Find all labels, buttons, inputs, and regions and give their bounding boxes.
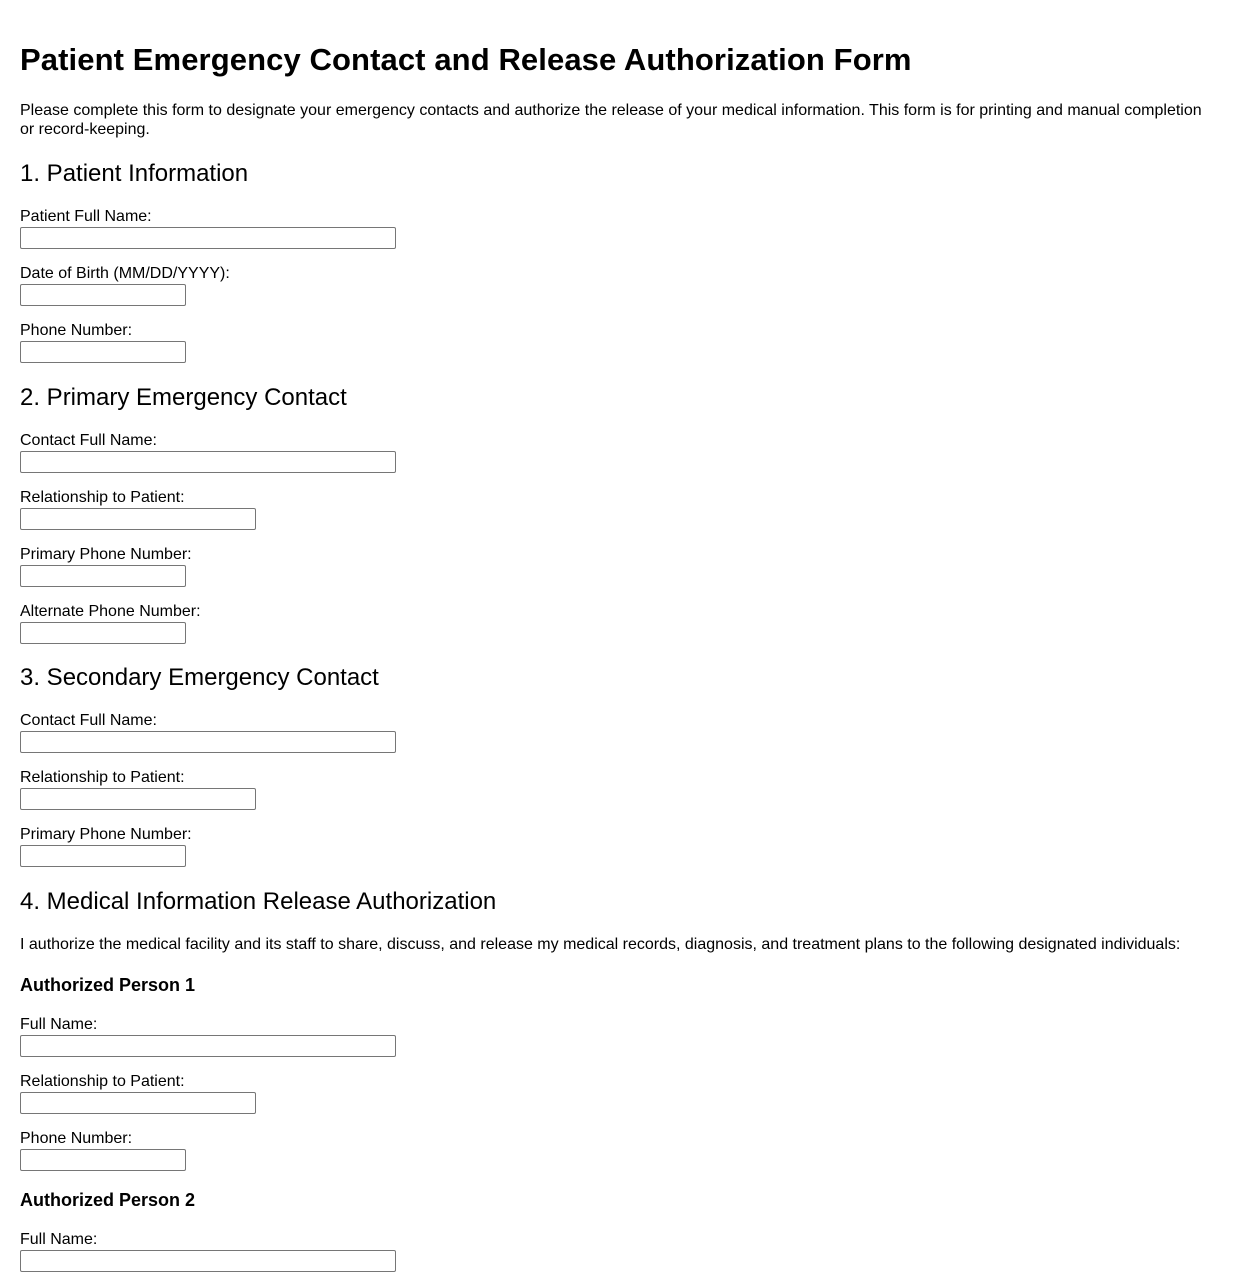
patient-full-name-label: Patient Full Name: [20, 208, 152, 225]
secondary-contact-primary-phone-input[interactable] [20, 845, 186, 867]
authorized-person-2-full-name-input[interactable] [20, 1250, 396, 1272]
primary-contact-alternate-phone-input[interactable] [20, 622, 186, 644]
authorized-person-1-relationship-input[interactable] [20, 1092, 256, 1114]
secondary-contact-relationship-input[interactable] [20, 788, 256, 810]
form-title: Patient Emergency Contact and Release Authorization Form [20, 42, 912, 77]
primary-contact-primary-phone-label: Primary Phone Number: [20, 546, 192, 563]
patient-dob-label: Date of Birth (MM/DD/YYYY): [20, 265, 230, 282]
primary-contact-primary-phone-input[interactable] [20, 565, 186, 587]
patient-phone-label: Phone Number: [20, 322, 133, 339]
authorized-person-1-heading: Authorized Person 1 [20, 975, 196, 995]
authorized-person-1-relationship-label: Relationship to Patient: [20, 1073, 185, 1090]
release-authorization-statement: I authorize the medical facility and its staff to share, discuss, and release my medical records, diagnosis, and treatment plans to the following designated individuals: [20, 936, 1181, 953]
patient-phone-input[interactable] [20, 341, 186, 363]
authorized-person-1-phone-label: Phone Number: [20, 1130, 133, 1147]
primary-contact-alternate-phone-label: Alternate Phone Number: [20, 603, 201, 620]
authorized-person-1-full-name-input[interactable] [20, 1035, 396, 1057]
primary-contact-full-name-input[interactable] [20, 451, 396, 473]
authorized-person-2-heading: Authorized Person 2 [20, 1190, 196, 1210]
secondary-contact-primary-phone-label: Primary Phone Number: [20, 826, 192, 843]
authorized-person-1-phone-input[interactable] [20, 1149, 186, 1171]
form-intro: Please complete this form to designate your emergency contacts and authorize the release of your medical information. This form is for printing and manual completion or record-keeping. [20, 102, 1202, 138]
secondary-contact-full-name-label: Contact Full Name: [20, 712, 157, 729]
primary-contact-relationship-label: Relationship to Patient: [20, 489, 185, 506]
primary-contact-relationship-input[interactable] [20, 508, 256, 530]
section-secondary-emergency-contact-heading: 3. Secondary Emergency Contact [20, 664, 379, 691]
authorized-person-1-full-name-label: Full Name: [20, 1016, 98, 1033]
patient-full-name-input[interactable] [20, 227, 396, 249]
authorized-person-2-full-name-label: Full Name: [20, 1231, 98, 1248]
secondary-contact-full-name-input[interactable] [20, 731, 396, 753]
section-patient-information-heading: 1. Patient Information [20, 160, 249, 187]
section-primary-emergency-contact-heading: 2. Primary Emergency Contact [20, 384, 347, 411]
patient-dob-input[interactable] [20, 284, 186, 306]
section-release-authorization-heading: 4. Medical Information Release Authorization [20, 888, 497, 915]
primary-contact-full-name-label: Contact Full Name: [20, 432, 157, 449]
secondary-contact-relationship-label: Relationship to Patient: [20, 769, 185, 786]
